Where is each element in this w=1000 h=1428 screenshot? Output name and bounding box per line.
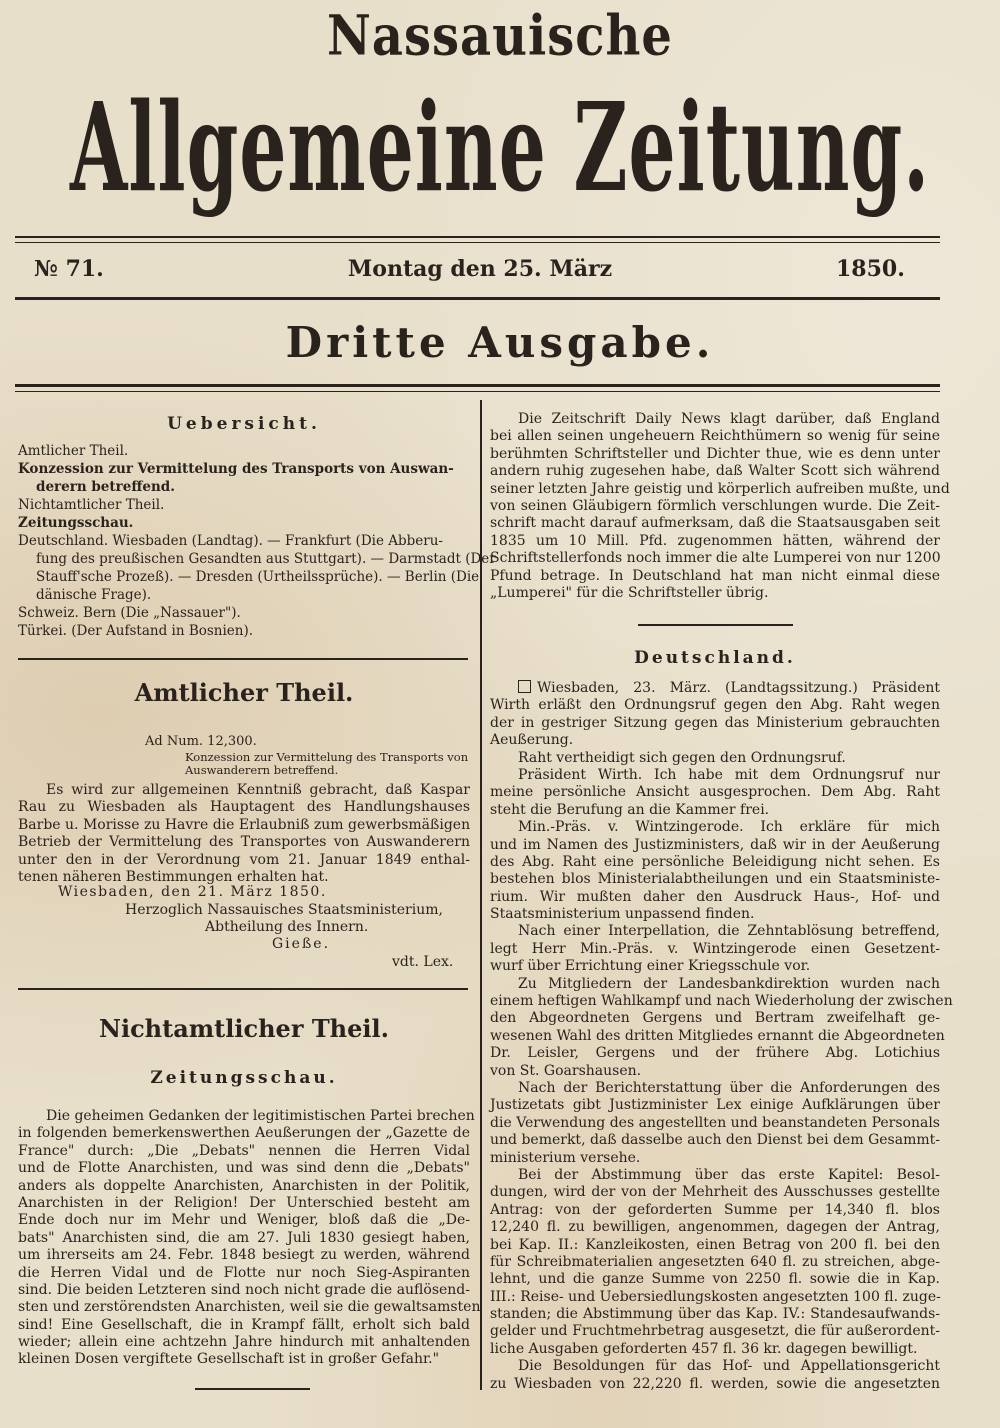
overview-entry: Deutschland. Wiesbaden (Landtag). — Frankfurt (Die Abberu- [18, 533, 443, 549]
text-line: Die Zeitschrift Daily News klagt darüber, daß England [518, 411, 940, 427]
overview-entry: fung des preußischen Gesandten aus Stuttgart). — Darmstadt (Der [36, 551, 496, 567]
text-line: wurf über Errichtung einer Kriegsschule vor. [490, 958, 811, 975]
overview-entry: Schweiz. Bern (Die „Nassauer"). [18, 605, 241, 621]
text-line: wesenen Wahl des dritten Mitgliedes ernannt die Abgeordneten [490, 1027, 945, 1044]
text-line: für Schreibmaterialien angesetzten 640 fl. zu streichen, abge- [490, 1253, 940, 1270]
overview-entry: dänische Frage). [36, 587, 152, 603]
text-line: in folgenden bemerkenswerthen Aeußerungen der „Gazette de [18, 1125, 470, 1142]
official-signature: Abtheilung des Innern. [205, 919, 369, 935]
text-line: sten und zerstörendsten Anarchisten, weil sie die gewaltsamsten [18, 1299, 481, 1316]
text-line: sind. Die beiden Letzteren sind noch nicht grade die auflösend- [18, 1281, 470, 1298]
official-subject: Auswanderern betreffend. [185, 763, 339, 777]
text-line: Staatsministerium unpassend finden. [490, 906, 755, 923]
text-line: bei allen seinen ungeheuern Reichthümern so wenig für seine [490, 428, 940, 445]
official-subject: Konzession zur Vermittelung des Transports von [185, 750, 469, 764]
text-line: dungen, wird der von der Mehrheit des Ausschusses gestellte [490, 1184, 940, 1201]
text-line: liche Ausgaben geforderten 457 fl. 36 kr. dagegen bewilligt. [490, 1340, 918, 1357]
text-line: ministerium versehe. [490, 1149, 641, 1166]
overview-section [18, 414, 496, 640]
official-signature: Herzoglich Nassauisches Staatsministerium, [125, 902, 443, 918]
unofficial-subheading: Zeitungsschau. [150, 1068, 338, 1088]
text-line: wieder; allein eine achtzehn Jahre hindurch mit anhaltenden [18, 1334, 470, 1351]
text-line: Es wird zur allgemeinen Kenntniß gebracht, daß Kaspar [46, 782, 470, 798]
official-signature: Gieße. [272, 936, 331, 952]
section-rule [195, 1388, 310, 1390]
text-line: anders als doppelte Anarchisten, Anarchisten in der Politik, [18, 1177, 470, 1194]
text-line: Nach der Berichterstattung über die Anforderungen des [518, 1079, 940, 1096]
official-place-date: Wiesbaden, den 21. März 1850. [58, 884, 327, 900]
text-line: Ende doch nur im Mehr und Weniger, bloß daß die „De- [18, 1212, 470, 1229]
text-line: steht die Berufung an die Kammer frei. [490, 801, 770, 818]
text-line: von St. Goarshausen. [490, 1062, 642, 1079]
text-line: um ihrerseits am 24. Febr. 1848 besiegt zu werden, während [18, 1247, 470, 1264]
issue-number: № 71. [34, 256, 104, 282]
text-line: Pfund betrage. In Deutschland hat man nicht einmal diese [490, 567, 940, 584]
text-line: und im Namen des Justizministers, daß wir in der Aeußerung [490, 836, 940, 853]
text-line: Die Besoldungen für das Hof- und Appellationsgericht [518, 1358, 940, 1375]
unofficial-body [18, 1108, 481, 1369]
text-line: Bei der Abstimmung über das erste Kapitel: Besol- [518, 1166, 940, 1183]
overview-entry: Konzession zur Vermittelung des Transports von Auswan- [18, 461, 454, 477]
masthead-title-line1: Nassauische [327, 3, 673, 69]
text-line: III.: Reise- und Uebersiedlungskosten angesetzten 100 fl. zuge- [490, 1288, 941, 1305]
text-line: bats" Anarchisten sind, die am 27. Juli 1830 gesiegt haben, [18, 1229, 470, 1246]
text-line: lehnt, und die ganze Summe von 2250 fl. sowie die in Kap. [490, 1271, 940, 1288]
text-line: die Verwendung des angestellten und beanstandeten Personals [490, 1114, 940, 1131]
text-line: zu Wiesbaden von 22,220 fl. werden, sowie die angesetzten [490, 1375, 940, 1392]
germany-article [490, 680, 953, 1393]
edition-title: Dritte Ausgabe. [285, 318, 715, 367]
text-line: Präsident Wirth. Ich habe mit dem Ordnungsruf nur [518, 766, 940, 783]
column-divider [480, 400, 482, 1390]
text-line: France" durch: „Die „Debats" nennen die Herren Vidal [18, 1142, 470, 1159]
text-line: andern ruhig zugesehen habe, daß Walter Scott sich während [490, 463, 940, 480]
text-line: 12,240 fl. zu bewilligen, angenommen, dagegen der Antrag, [490, 1219, 940, 1236]
issue-year: 1850. [836, 256, 905, 282]
daily-news-article [490, 411, 950, 602]
overview-entry: Stauff'sche Prozeß). — Dresden (Urtheilssprüche). — Berlin (Die [36, 569, 480, 585]
text-line: sind! Eine Gesellschaft, die in Krampf fällt, erholt sich bald [18, 1316, 470, 1333]
text-line: Zu Mitgliedern der Landesbankdirektion wurden nach [518, 975, 940, 992]
text-line: Wiesbaden, 23. März. (Landtagssitzung.) Präsident [490, 680, 940, 697]
text-line: Dr. Leisler, Gergens und der frühere Abg. Lotichius [490, 1045, 940, 1062]
text-line: standen; die Abstimmung über das Kap. IV.: Standesaufwands- [490, 1306, 940, 1323]
overview-list [18, 442, 496, 640]
text-line: gelder und Fruchtmehrbetrag ausgesetzt, die für außerordent- [490, 1323, 940, 1340]
official-ref: Ad Num. 12,300. [145, 734, 257, 749]
text-line: und bemerkt, daß dasselbe auch den Dienst bei dem Gesammt- [490, 1132, 940, 1149]
text-line: kleinen Dosen vergiftete Gesellschaft ist in großer Gefahr." [18, 1351, 440, 1368]
masthead-rule [15, 236, 940, 238]
overview-entry: Amtlicher Theil. [18, 443, 129, 459]
overview-entry: Türkei. (Der Aufstand in Bosnien). [18, 623, 254, 639]
text-line: berühmten Schriftsteller und Dichter thue, wie es denn unter [490, 445, 940, 462]
official-heading: Amtlicher Theil. [134, 678, 354, 707]
edition-rule [15, 391, 940, 392]
text-line: Antrag: von der geforderten Summe per 14,340 fl. blos [490, 1201, 940, 1218]
text-line: unter den in der Verordnung vom 21. Januar 1849 enthal- [18, 851, 470, 868]
text-line: Justizetats gibt Justizminister Lex einige Aufklärungen über [490, 1097, 940, 1114]
section-rule [18, 658, 468, 660]
text-line: Raht vertheidigt sich gegen den Ordnungsruf. [518, 749, 846, 766]
text-line: von seinen Gläubigern förmlich verschlungen wurde. Die Zeit- [490, 497, 940, 514]
text-line: 1835 um 10 Mill. Pfd. zugenommen hätten, während der [490, 532, 940, 549]
overview-title: Uebersicht. [167, 414, 321, 434]
edition-rule [15, 384, 940, 387]
text-line: seiner letzten Jahre geistig und körperlich aufreiben mußte, und [490, 480, 950, 497]
overview-entry: Zeitungsschau. [18, 515, 134, 531]
issue-rule [15, 297, 940, 300]
text-line: einem heftigen Wahlkampf und nach Wiederholung der zwischen [490, 993, 953, 1010]
text-line: bestehen blos Ministerialabtheilungen und ein Staatsministe- [490, 871, 940, 888]
issue-date: Montag den 25. März [347, 256, 613, 282]
official-countersign: vdt. Lex. [392, 954, 454, 970]
section-rule [18, 988, 468, 990]
germany-heading: Deutschland. [634, 648, 796, 668]
text-line: Betrieb der Vermittelung des Transportes von Auswanderern [18, 834, 470, 851]
text-line: Barbe u. Morisse zu Havre die Erlaubniß zum gewerbsmäßigen [18, 816, 471, 833]
text-line: tenen näheren Bestimmungen erhalten hat. [18, 868, 329, 885]
text-line: Nach einer Interpellation, die Zehntablösung betreffend, [518, 923, 940, 940]
text-line: bei Kap. II.: Kanzleikosten, einen Betrag von 200 fl. bei den [490, 1236, 940, 1253]
square-marker-icon [518, 680, 531, 693]
text-line: schrift macht darauf aufmerksam, daß die Staatsausgaben seit [490, 515, 940, 532]
text-line: Wirth erläßt den Ordnungsruf gegen den Abg. Raht wegen [490, 697, 940, 714]
masthead-rule [15, 242, 940, 243]
text-line: Aeußerung. [490, 732, 574, 749]
masthead-title-line2: Allgemeine Zeitung. [69, 78, 931, 220]
text-line: Min.-Präs. v. Wintzingerode. Ich erkläre für mich [518, 819, 940, 836]
text-line: des Abg. Raht eine persönliche Beleidigung nicht sehen. Es [490, 853, 940, 870]
unofficial-heading: Nichtamtlicher Theil. [99, 1014, 389, 1043]
text-line: Rau zu Wiesbaden als Hauptagent des Handlungshauses [18, 799, 470, 816]
text-line: und de Flotte Anarchisten, und was sind denn die „Debats" [18, 1160, 470, 1177]
text-line: meine persönliche Ansicht ausgesprochen. Dem Abg. Raht [490, 784, 940, 801]
text-line: „Lumperei" für die Schriftsteller übrig. [490, 584, 769, 601]
text-line: die Herren Vidal und de Flotte nur noch Sieg-Aspiranten [18, 1264, 470, 1281]
text-line: rium. Wir mußten daher den Ausdruck Haus-, Hof- und [490, 888, 940, 905]
text-line: den Abgeordneten Gergens und Bertram zweifelhaft ge- [490, 1010, 940, 1027]
overview-entry: Nichtamtlicher Theil. [18, 497, 165, 513]
text-line: legt Herr Min.-Präs. v. Wintzingerode einen Gesetzent- [490, 940, 940, 957]
text-line: Anarchisten in der Religion! Der Unterschied besteht am [18, 1194, 470, 1211]
text-line: der in gestriger Sitzung gegen das Ministerium gebrauchten [490, 714, 940, 731]
text-line: Schriftstellerfonds noch immer die alte Lumperei von nur 1200 [490, 550, 941, 567]
text-line: Die geheimen Gedanken der legitimistischen Partei brechen [46, 1108, 475, 1124]
overview-entry: derern betreffend. [36, 479, 175, 495]
official-body [18, 782, 470, 886]
section-rule [638, 624, 793, 626]
